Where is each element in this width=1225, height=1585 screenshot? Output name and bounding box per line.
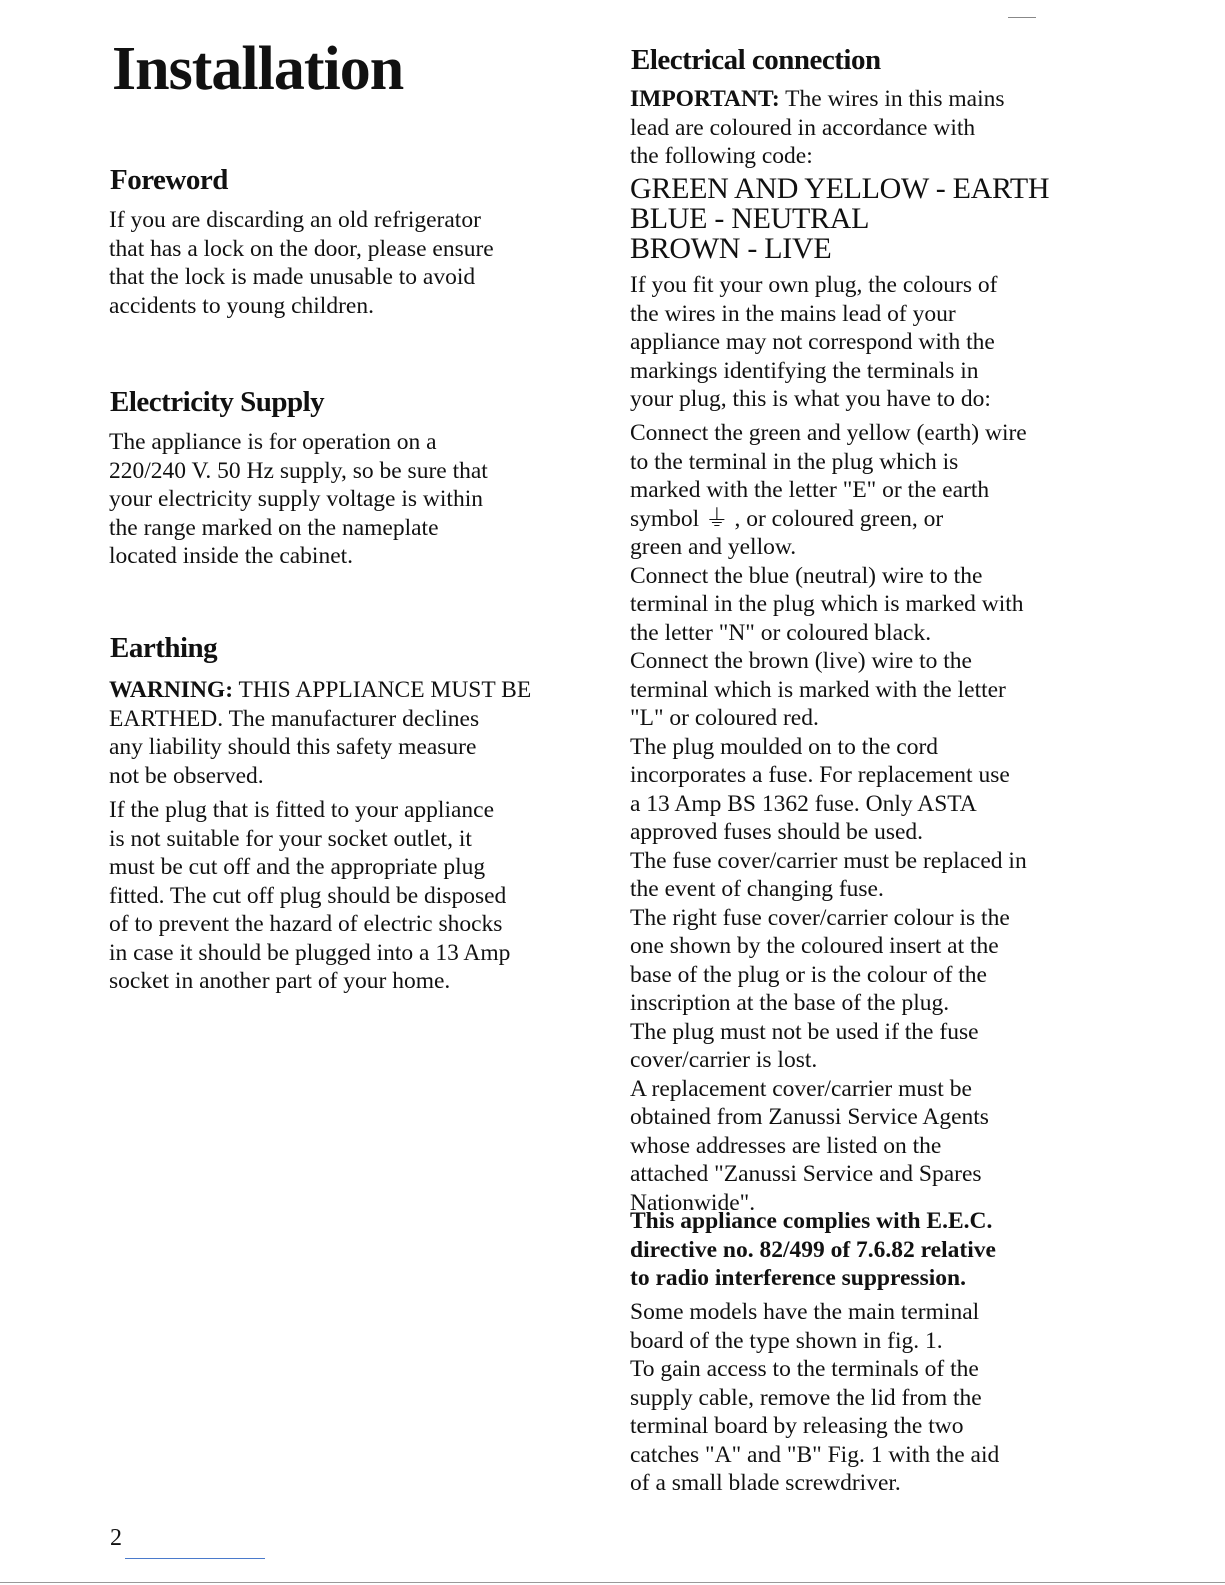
foreword-heading: Foreword <box>110 164 228 196</box>
text-line: socket in another part of your home. <box>109 968 451 994</box>
page-number: 2 <box>110 1525 122 1551</box>
text-line: the event of changing fuse. <box>630 876 884 902</box>
page-title: Installation <box>112 35 404 103</box>
text-line: markings identifying the terminals in <box>630 357 979 384</box>
terminal-board-text <box>630 1298 1130 1498</box>
text-line: fitted. The cut off plug should be disposed <box>109 882 507 909</box>
text-line: EARTHED. The manufacturer declines <box>109 705 480 732</box>
code-line: BLUE - NEUTRAL <box>630 202 870 235</box>
text-line: incorporates a fuse. For replacement use <box>630 762 1010 788</box>
text-line: the range marked on the nameplate <box>109 514 439 541</box>
text-line: Connect the blue (neutral) wire to the <box>630 562 983 589</box>
text-line: Connect the green and yellow (earth) wire <box>630 420 1027 446</box>
text-line: The fuse cover/carrier must be replaced in <box>630 847 1027 874</box>
text-line: the letter "N" or coloured black. <box>630 619 932 646</box>
text-line: Nationwide". <box>630 1189 756 1216</box>
text-line: The appliance is for operation on a <box>109 429 437 455</box>
text-line: The plug must not be used if the fuse <box>630 1018 979 1045</box>
text-line: Some models have the main terminal <box>630 1299 980 1325</box>
wire-colour-codes <box>630 174 1150 264</box>
text-line: The right fuse cover/carrier colour is the <box>630 904 1010 931</box>
text-line: located inside the cabinet. <box>109 543 354 569</box>
text-line: If you are discarding an old refrigerator <box>109 207 481 233</box>
top-edge-mark <box>1008 17 1036 18</box>
text-line: attached "Zanussi Service and Spares <box>630 1161 982 1187</box>
text-line: supply cable, remove the lid from the <box>630 1384 982 1411</box>
text-line: the following code: <box>630 143 813 169</box>
wiring-instructions <box>630 419 1140 1217</box>
text-line: board of the type shown in fig. 1. <box>630 1327 943 1354</box>
text-line: A replacement cover/carrier must be <box>630 1075 972 1102</box>
text-line: appliance may not correspond with the <box>630 329 995 355</box>
text-line: accidents to young children. <box>109 292 374 319</box>
text-line: must be cut off and the appropriate plug <box>109 854 486 880</box>
text-line: whose addresses are listed on the <box>630 1132 942 1159</box>
bottom-rule <box>125 1558 265 1559</box>
text-line: directive no. 82/499 of 7.6.82 relative <box>630 1236 996 1263</box>
text-line: "L" or coloured red. <box>630 705 819 731</box>
text-line: catches "A" and "B" Fig. 1 with the aid <box>630 1441 1000 1468</box>
text-line: inscription at the base of the plug. <box>630 990 950 1016</box>
text-line: in case it should be plugged into a 13 Amp <box>109 939 511 966</box>
text-line: This appliance complies with E.E.C. <box>630 1208 993 1234</box>
text-line: the wires in the mains lead of your <box>630 300 956 327</box>
plug-intro-text <box>630 271 1130 414</box>
text-line: THIS APPLIANCE MUST BE <box>233 677 532 703</box>
text-line: that the lock is made unusable to avoid <box>109 264 476 290</box>
electricity-supply-heading: Electricity Supply <box>110 386 325 418</box>
text-line: 220/240 V. 50 Hz supply, so be sure that <box>109 457 488 484</box>
text-line: a 13 Amp BS 1362 fuse. Only ASTA <box>630 790 977 817</box>
text-line: your electricity supply voltage is within <box>109 486 483 512</box>
text-line: approved fuses should be used. <box>630 819 924 845</box>
warning-label: WARNING: <box>109 677 234 703</box>
foreword-text <box>109 206 599 320</box>
text-line: obtained from Zanussi Service Agents <box>630 1104 989 1130</box>
code-line: GREEN AND YELLOW - EARTH <box>630 172 1050 205</box>
text-line: The plug moulded on to the cord <box>630 733 939 760</box>
text-line: terminal in the plug which is marked with <box>630 591 1024 617</box>
electrical-connection-heading: Electrical connection <box>631 44 881 76</box>
code-line: BROWN - LIVE <box>630 232 832 265</box>
text-line: If you fit your own plug, the colours of <box>630 272 998 298</box>
text-line: green and yellow. <box>630 534 797 560</box>
text-line: your plug, this is what you have to do: <box>630 386 991 412</box>
earthing-heading: Earthing <box>110 632 218 664</box>
text-line: terminal board by releasing the two <box>630 1413 964 1439</box>
text-line: any liability should this safety measure <box>109 734 477 760</box>
important-label: IMPORTANT: <box>630 86 780 112</box>
text-line: base of the plug or is the colour of the <box>630 961 987 988</box>
earthing-warning-text <box>109 676 609 790</box>
text-line: of a small blade screwdriver. <box>630 1470 901 1496</box>
electricity-supply-text <box>109 428 599 571</box>
text-line: of to prevent the hazard of electric shocks <box>109 911 503 937</box>
text-line: marked with the letter "E" or the earth <box>630 477 990 503</box>
text-line: is not suitable for your socket outlet, it <box>109 825 472 852</box>
text-line: cover/carrier is lost. <box>630 1047 818 1073</box>
text-line: To gain access to the terminals of the <box>630 1356 979 1382</box>
important-text <box>630 85 1130 171</box>
page-bottom-edge <box>0 1582 1225 1583</box>
text-line: The wires in this mains <box>779 86 1005 112</box>
text-line: If the plug that is fitted to your appliance <box>109 797 495 823</box>
text-line: lead are coloured in accordance with <box>630 114 976 141</box>
earthing-plug-text <box>109 796 609 996</box>
text-line: that has a lock on the door, please ensure <box>109 235 494 262</box>
text-line: one shown by the coloured insert at the <box>630 933 999 959</box>
text-line: to radio interference suppression. <box>630 1265 966 1291</box>
text-line: not be observed. <box>109 762 264 789</box>
compliance-statement <box>630 1207 1150 1293</box>
text-line: symbol ⏚ , or coloured green, or <box>630 505 944 532</box>
text-line: Connect the brown (live) wire to the <box>630 648 972 674</box>
text-line: terminal which is marked with the letter <box>630 676 1006 703</box>
text-line: to the terminal in the plug which is <box>630 448 959 475</box>
